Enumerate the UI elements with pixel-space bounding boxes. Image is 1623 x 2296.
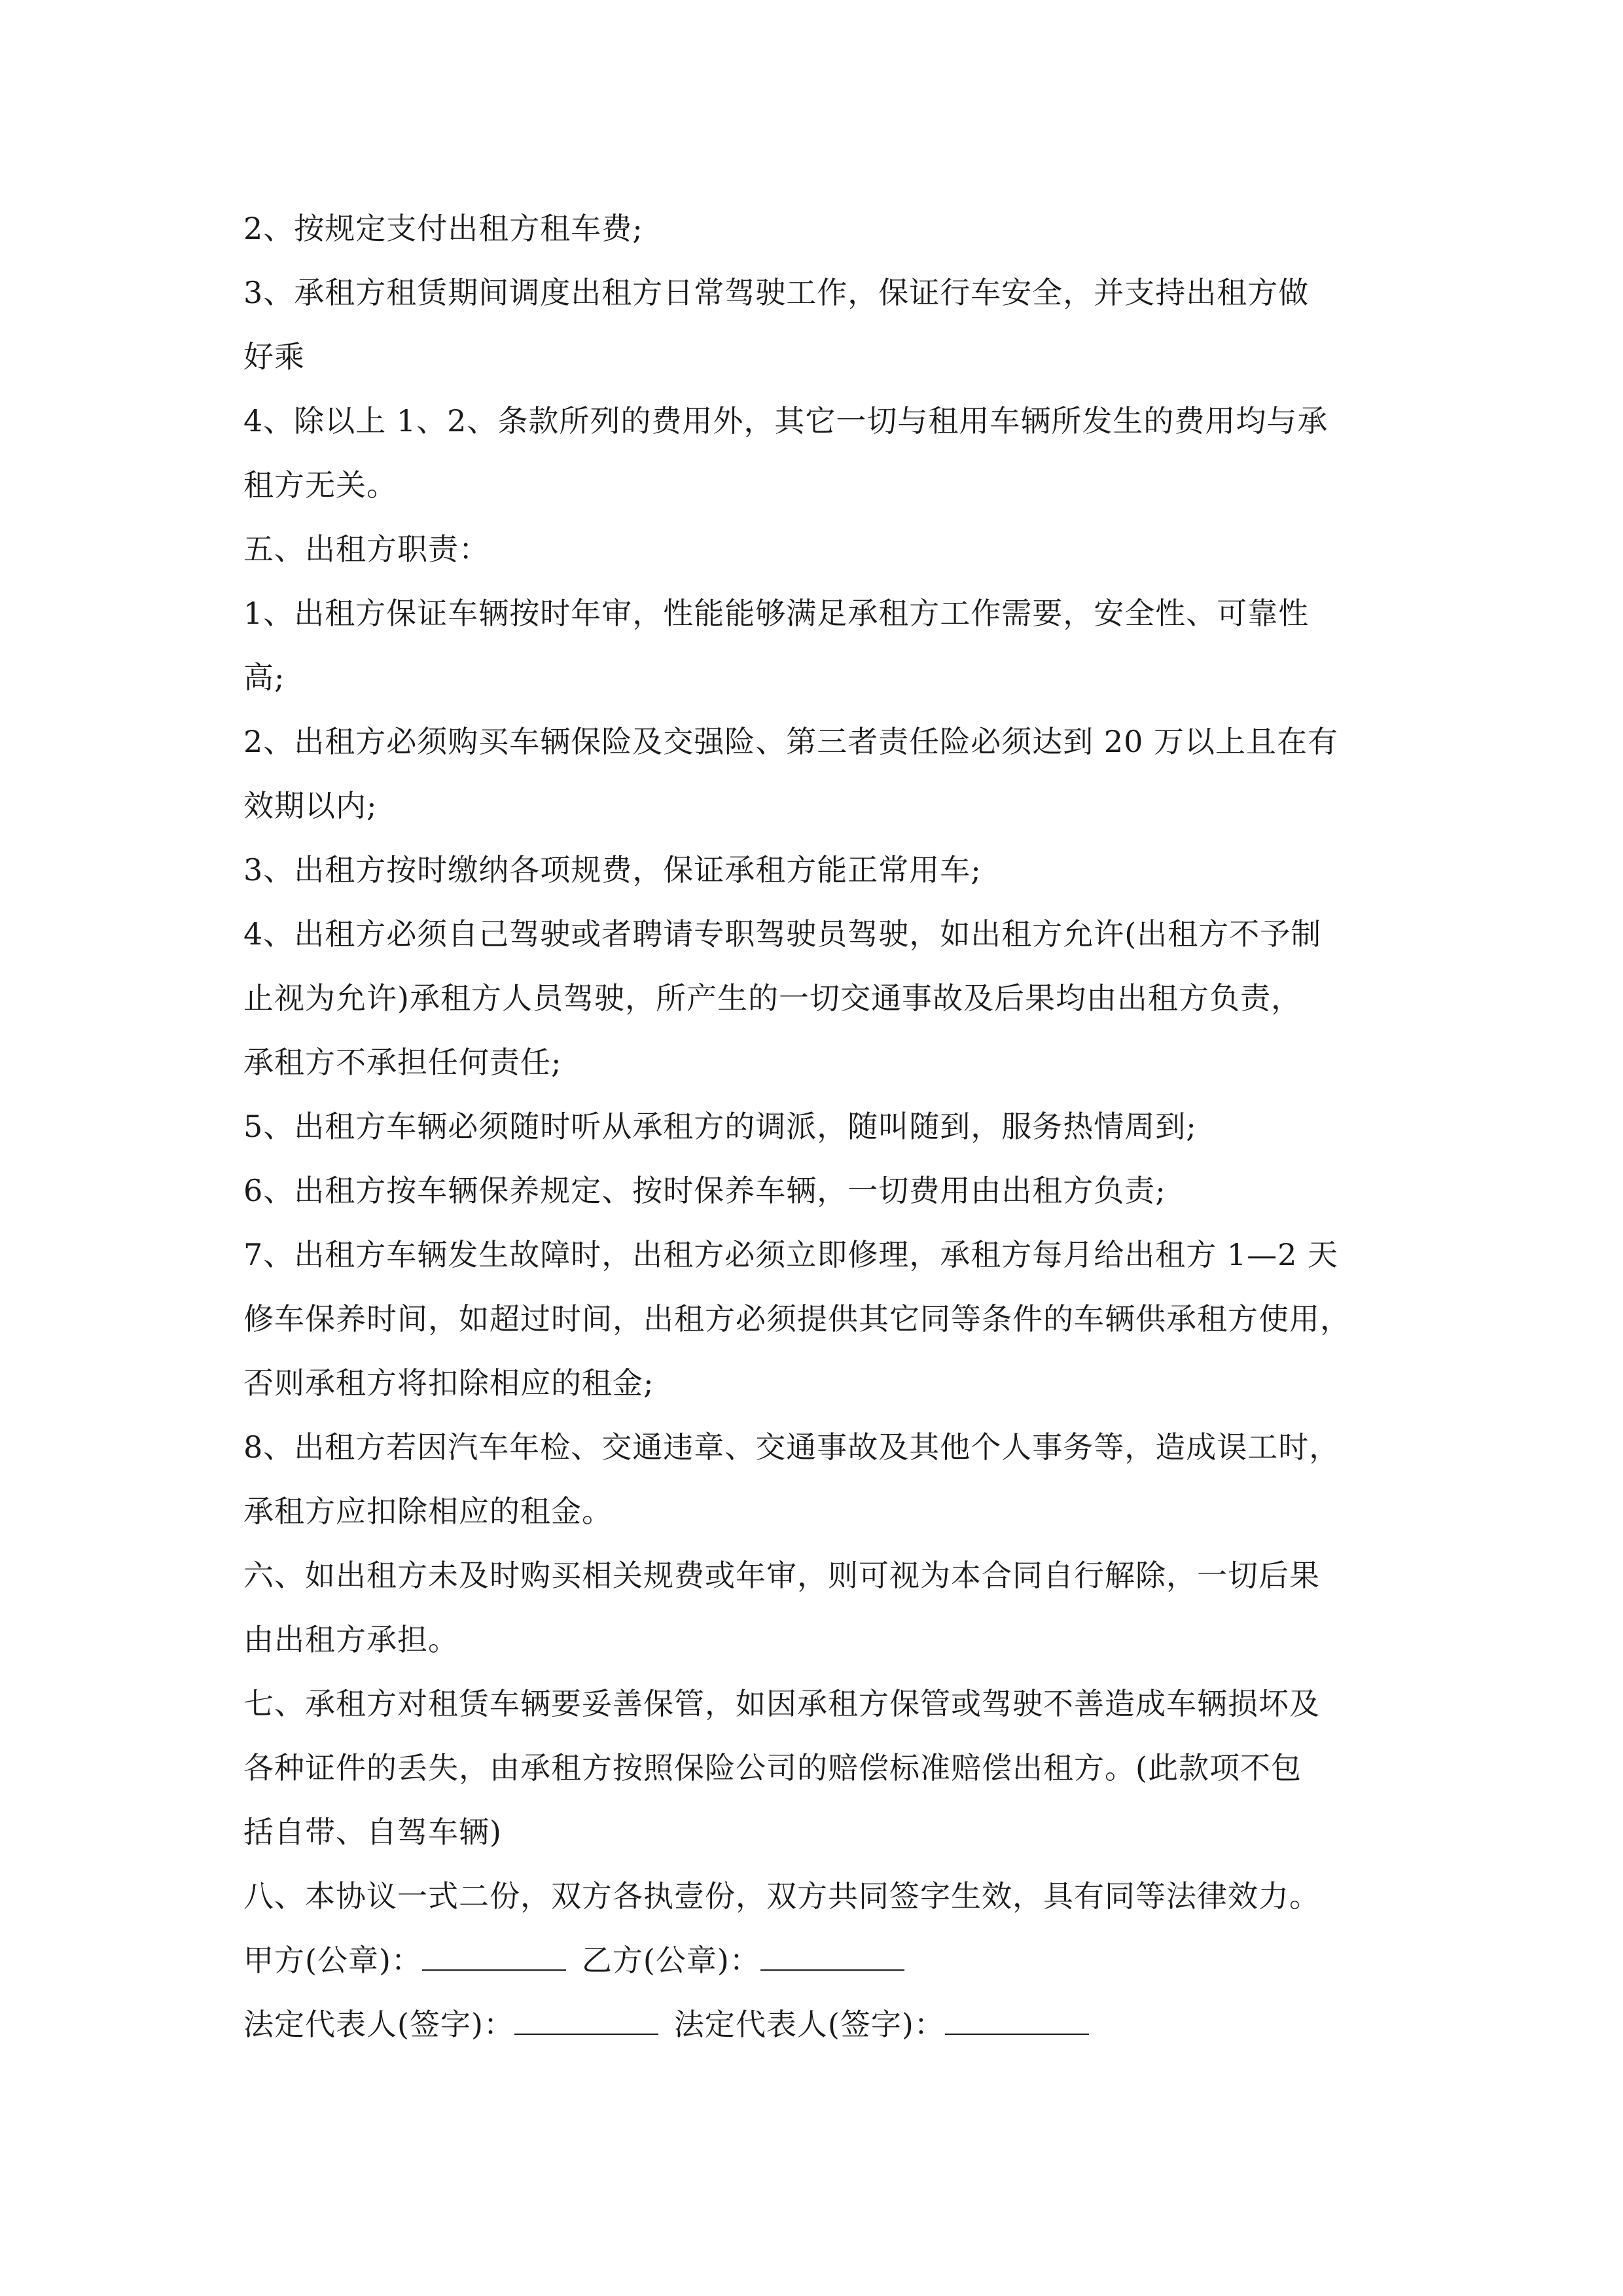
party-b-seal-blank — [760, 1943, 904, 1971]
text-line: 1、出租方保证车辆按时年审，性能能够满足承租方工作需要，安全性、可靠性 — [243, 596, 1310, 631]
party-a-seal-blank — [422, 1943, 566, 1971]
party-b-seal-label: 乙方(公章)： — [581, 1943, 760, 1978]
text-line: 高; — [243, 660, 285, 695]
signature-row — [243, 1992, 1395, 2056]
text-line: 3、出租方按时缴纳各项规费，保证承租方能正常用车; — [243, 852, 982, 888]
text-line: 六、如出租方未及时购买相关规费或年审，则可视为本合同自行解除，一切后果 — [243, 1558, 1320, 1593]
party-a-rep-blank — [514, 2007, 658, 2035]
text-line: 7、出租方车辆发生故障时，出租方必须立即修理，承租方每月给出租方 1—2 天 — [243, 1237, 1339, 1272]
text-line: 好乘 — [243, 339, 305, 374]
text-line: 修车保养时间，如超过时间，出租方必须提供其它同等条件的车辆供承租方使用， — [243, 1301, 1351, 1336]
text-line: 3、承租方租赁期间调度出租方日常驾驶工作，保证行车安全，并支持出租方做 — [243, 275, 1310, 310]
party-a-rep-label: 法定代表人(签字)： — [243, 2007, 514, 2042]
text-line: 租方无关。 — [243, 467, 397, 503]
text-line: 止视为允许)承租方人员驾驶，所产生的一切交通事故及后果均由出租方负责， — [243, 980, 1302, 1016]
text-line: 4、出租方必须自己驾驶或者聘请专职驾驶员驾驶，如出租方允许(出租方不予制 — [243, 916, 1322, 952]
text-line: 2、出租方必须购买车辆保险及交强险、第三者责任险必须达到 20 万以上且在有 — [243, 724, 1339, 759]
text-line: 各种证件的丢失，由承租方按照保险公司的赔偿标准赔偿出租方。(此款项不包 — [243, 1750, 1302, 1785]
text-line: 2、按规定支付出租方租车费; — [243, 211, 643, 246]
text-line: 八、本协议一式二份，双方各执壹份，双方共同签字生效，具有同等法律效力。 — [243, 1878, 1320, 1914]
text-line: 承租方不承担任何责任; — [243, 1045, 562, 1080]
text-line: 8、出租方若因汽车年检、交通违章、交通事故及其他个人事务等，造成误工时， — [243, 1429, 1340, 1465]
text-line: 4、除以上 1、2、条款所列的费用外，其它一切与租用车辆所发生的费用均与承 — [243, 403, 1329, 439]
text-line: 否则承租方将扣除相应的租金; — [243, 1365, 654, 1401]
party-b-rep-label: 法定代表人(签字)： — [673, 2007, 945, 2042]
text-line: 5、出租方车辆必须随时听从承租方的调派，随叫随到，服务热情周到; — [243, 1109, 1197, 1144]
text-line: 七、承租方对租赁车辆要妥善保管，如因承租方保管或驾驶不善造成车辆损坏及 — [243, 1686, 1320, 1721]
text-line: 承租方应扣除相应的租金。 — [243, 1494, 613, 1529]
text-line: 由出租方承担。 — [243, 1622, 459, 1657]
seal-row — [243, 1928, 1395, 1992]
contract-body — [243, 196, 1395, 1928]
text-line: 6、出租方按车辆保养规定、按时保养车辆，一切费用由出租方负责; — [243, 1173, 1166, 1208]
party-a-seal-label: 甲方(公章)： — [243, 1943, 422, 1978]
text-line: 效期以内; — [243, 788, 378, 823]
text-line: 五、出租方职责： — [243, 531, 490, 567]
contract-page — [243, 196, 1395, 2056]
party-b-rep-blank — [945, 2007, 1089, 2035]
text-line: 括自带、自驾车辆) — [243, 1814, 502, 1850]
